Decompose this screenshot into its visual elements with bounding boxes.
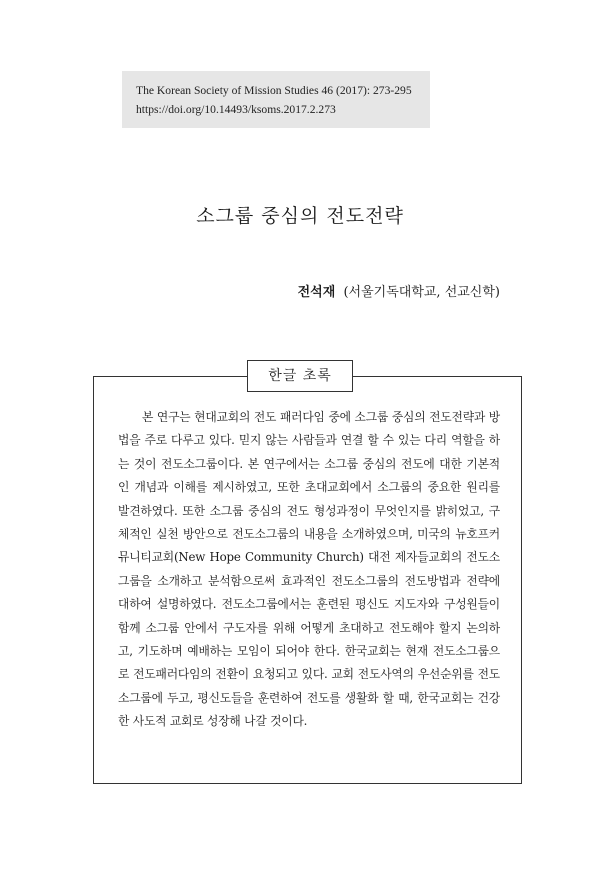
- abstract-body: 본 연구는 현대교회의 전도 패러다임 중에 소그룹 중심의 전도전략과 방법을 주로 다루고 있다. 믿지 않는 사람들과 연결 할 수 있는 다리 역할을 하는 것이 전도소그룹이다. 본 연구에서는 소그룹 중심의 전도에 대한 기본적인 개념과 이해를 제시하였고, 또한 초대교회에서 소그룹의 중요한 원리를 발견하였다. 또한 소그룹 중심의 전도 형성과정이 무엇인지를 밝히었고, 구체적인 실천 방안으로 전도소그룹의 내용을 소개하였으며, 미국의 뉴호프커뮤니티교회(New Hope Community Church) 대전 제자들교회의 전도소그룹을 소개하고 분석함으로써 효과적인 전도소그룹의 전도방법과 전략에 대하여 설명하였다. 전도소그룹에서는 훈련된 평신도 지도자와 구성원들이 함께 소그룹 안에서 구도자를 위해 어떻게 초대하고 전도해야 할지 논의하고, 기도하며 예배하는 모임이 되어야 한다. 한국교회는 현재 전도소그룹으로 전도패러다임의 전환이 요청되고 있다. 교회 전도사역의 우선순위를 전도 소그룹에 두고, 평신도들을 훈련하여 전도를 생활화 할 때, 한국교회는 건강한 사도적 교회로 성장해 나갈 것이다.: [118, 410, 500, 729]
- journal-header: [122, 71, 430, 128]
- author-affiliation: (서울기독대학교, 선교신학): [343, 285, 500, 300]
- author-line: [298, 281, 500, 300]
- author-name: 전석재: [297, 285, 336, 300]
- abstract-heading: 한글 초록: [247, 360, 353, 392]
- doi-link[interactable]: https://doi.org/10.14493/ksoms.2017.2.273: [136, 103, 336, 116]
- journal-citation: The Korean Society of Mission Studies 46 (2017): 273-295: [136, 84, 412, 97]
- paper-title: 소그룹 중심의 전도전략: [196, 205, 404, 227]
